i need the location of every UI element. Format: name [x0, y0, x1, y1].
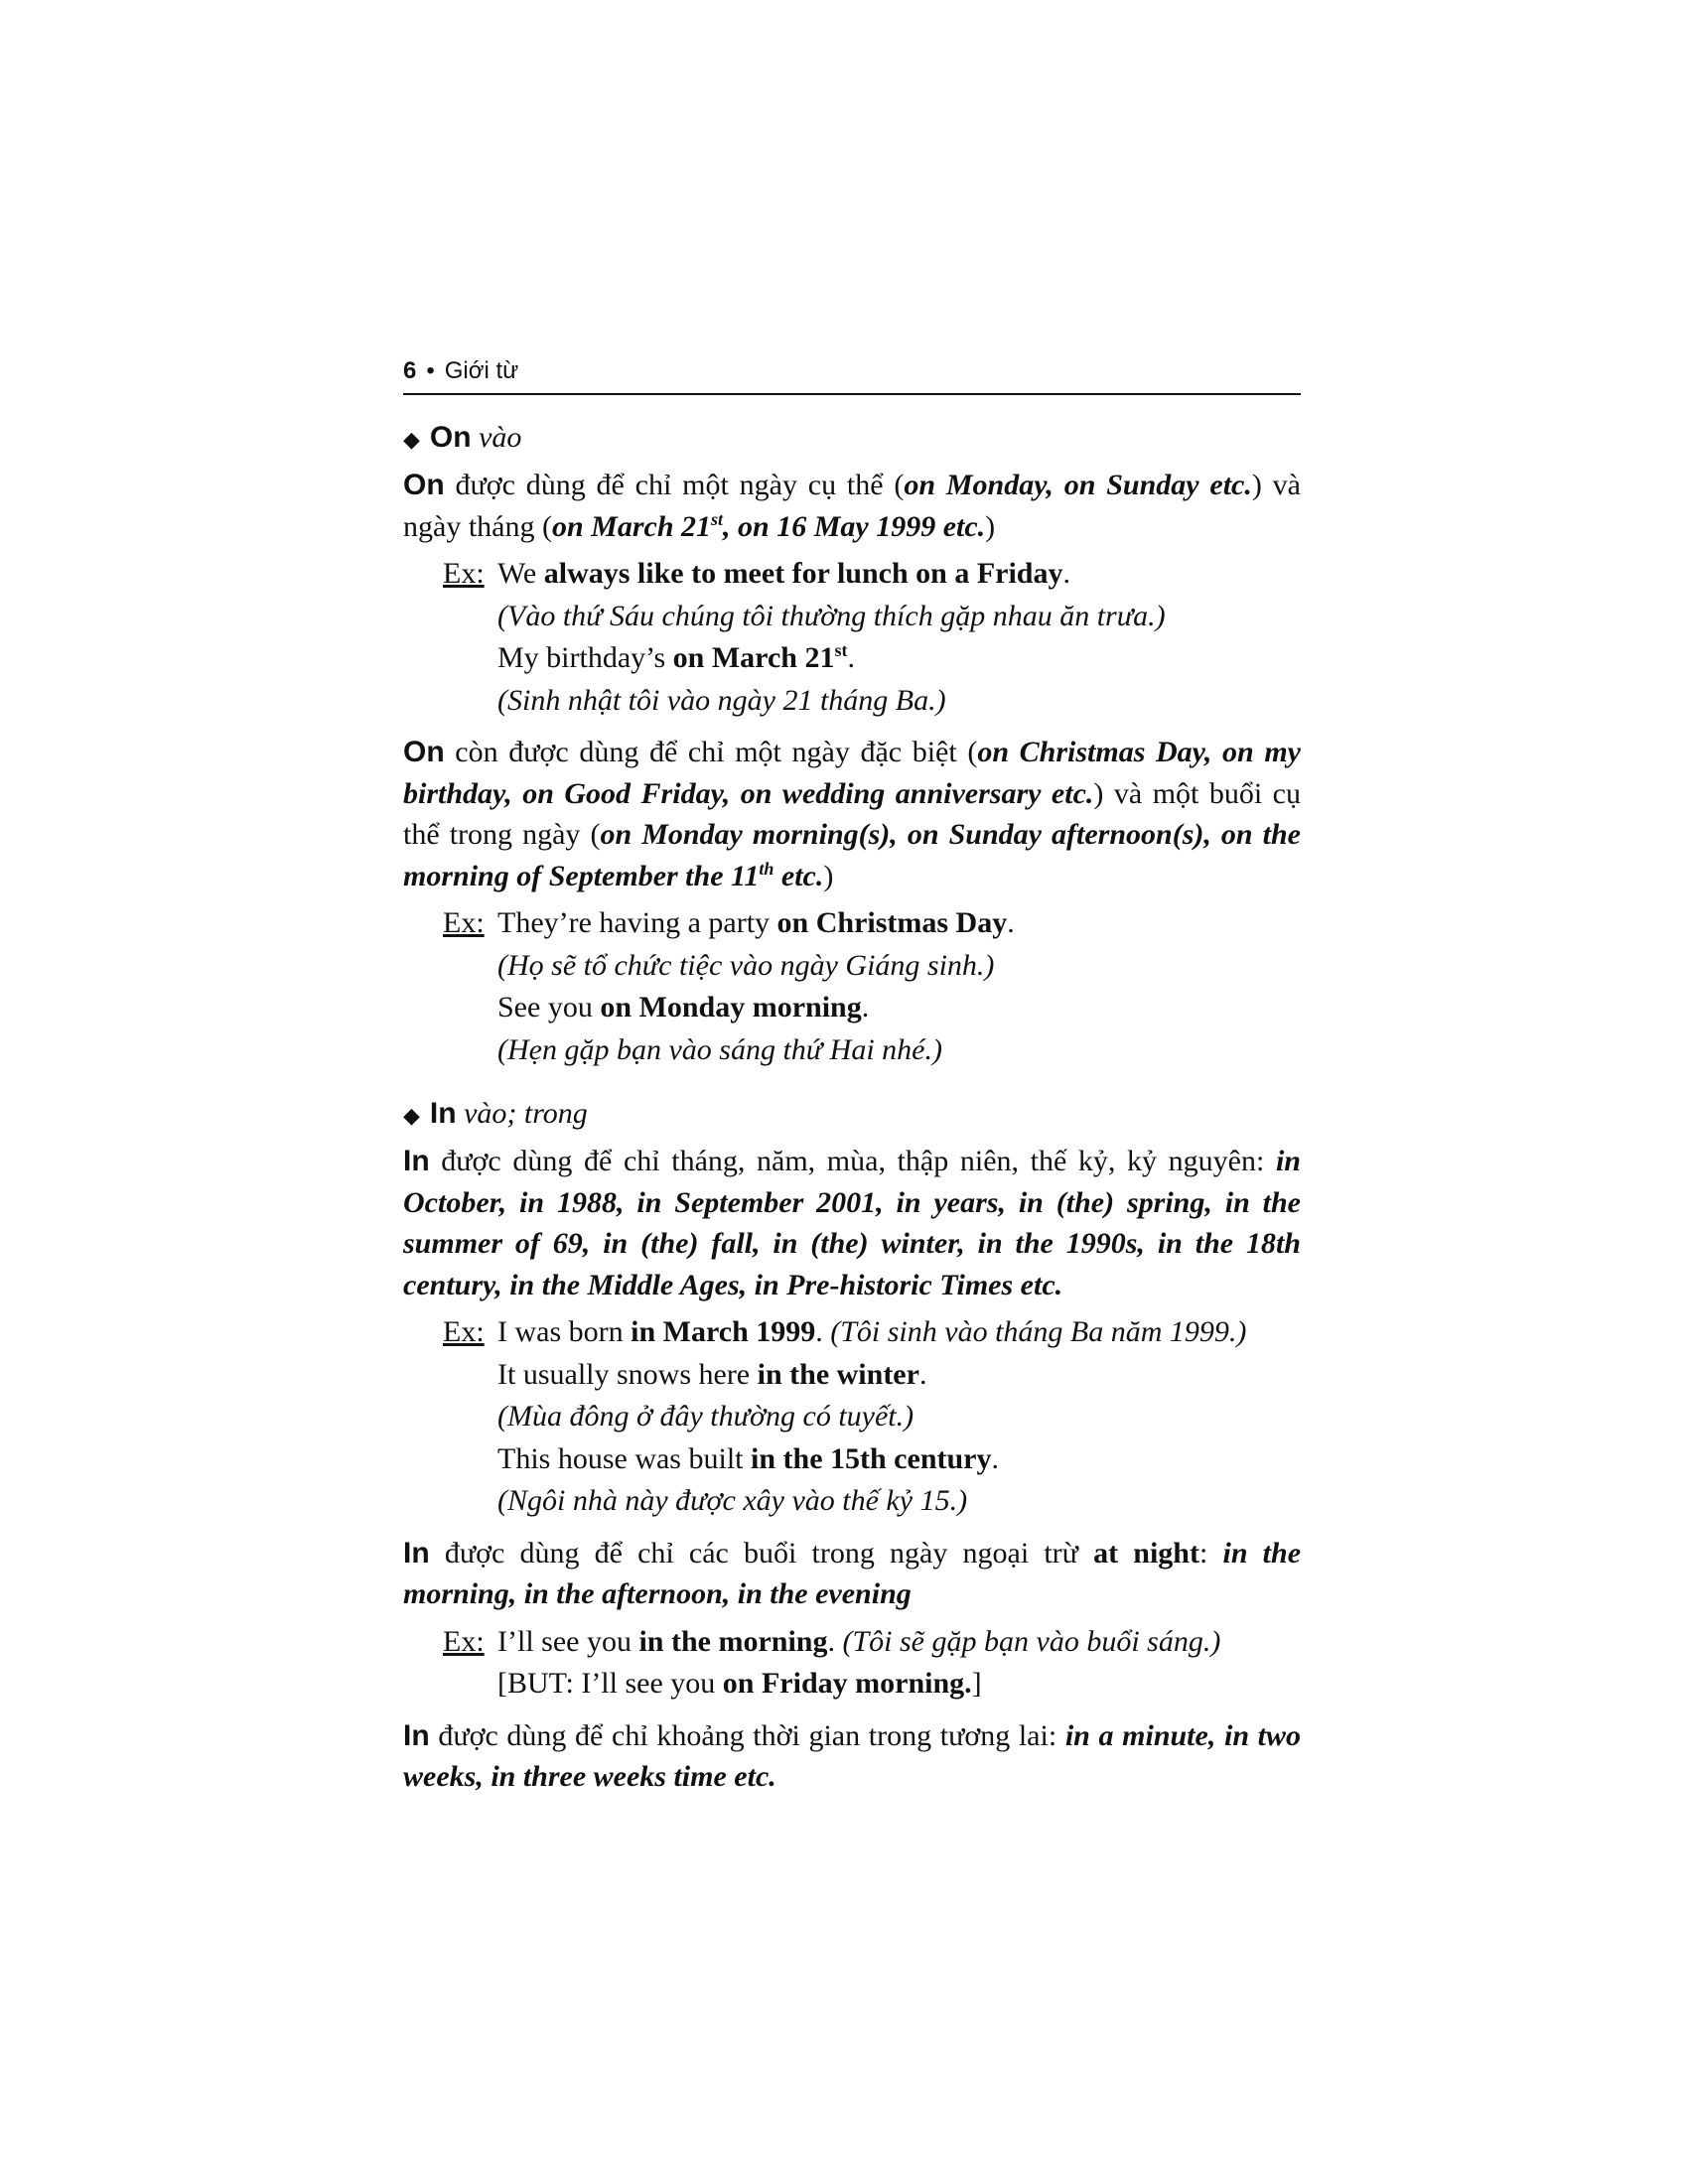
translation: (Họ sẽ tổ chức tiệc vào ngày Giáng sinh.) — [497, 948, 995, 982]
section-heading-in — [403, 1097, 1301, 1131]
example-label: Ex: — [443, 557, 485, 590]
header-bullet: • — [426, 357, 435, 384]
example-block-in-2: Ex: I’ll see you in the morning. (Tôi sẽ gặp bạn vào buổi sáng.) [BUT: I’ll see you on Friday morning.] — [443, 1621, 1301, 1706]
diamond-bullet-icon: ◆ — [403, 1103, 420, 1128]
translation: (Ngôi nhà này được xây vào thế kỷ 15.) — [497, 1484, 968, 1517]
example-label: Ex: — [443, 906, 485, 939]
page-header — [403, 357, 1301, 395]
paragraph-in-2: In được dùng để chỉ các buổi trong ngày ngoại trừ at night: in the morning, in the afternoon, in the evening — [403, 1536, 1302, 1610]
section-meaning: vào; trong — [464, 1097, 588, 1130]
paragraph-on-2: On còn được dùng để chỉ một ngày đặc biệt (on Christmas Day, on my birthday, on Good Friday, on wedding anniversary etc.) và một buổi cụ thể trong ngày (on Monday morning(s), on Sunday afternoon(s), on the morning of September the 11th etc.) — [403, 736, 1301, 892]
section-keyword: On — [429, 421, 472, 454]
example-block-in-1: Ex: I was born in March 1999. (Tôi sinh vào tháng Ba năm 1999.) It usually snows here in the winter. (Mùa đông ở đây thường có tuyết.) This house was built in the 15th century. (Ngôi nhà này được xây vào thế kỷ 15.) — [443, 1311, 1301, 1523]
example-label: Ex: — [443, 1315, 485, 1348]
page — [403, 357, 1301, 1798]
paragraph-in-1: In được dùng để chỉ tháng, năm, mùa, thập niên, thế kỷ, kỷ nguyên: in October, in 1988, in September 2001, in years, in (the) spring, in the summer of 69, in (the) fall, in (the) winter, in the 1990s, in the 18th century, in the Middle Ages, in Pre-historic Times etc. — [403, 1145, 1301, 1301]
paragraph-on-1: On được dùng để chỉ một ngày cụ thể (on Monday, on Sunday etc.) và ngày tháng (on March 21st, on 16 May 1999 etc.) — [403, 469, 1301, 543]
translation: (Tôi sinh vào tháng Ba năm 1999.) — [830, 1315, 1247, 1348]
translation: (Vào thứ Sáu chúng tôi thường thích gặp nhau ăn trưa.) — [497, 599, 1166, 632]
section-heading-on — [403, 421, 1301, 455]
page-number: 6 — [403, 357, 417, 384]
example-block-on-1: Ex: We always like to meet for lunch on a Friday. (Vào thứ Sáu chúng tôi thường thích gặp nhau ăn trưa.) My birthday’s on March 21st. (Sinh nhật tôi vào ngày 21 tháng Ba.) — [443, 553, 1301, 722]
section-keyword: In — [429, 1097, 457, 1130]
paragraph-in-3: In được dùng để chỉ khoảng thời gian trong tương lai: in a minute, in two weeks, in three weeks time etc. — [403, 1718, 1301, 1793]
section-meaning: vào — [479, 421, 522, 454]
translation: (Hẹn gặp bạn vào sáng thứ Hai nhé.) — [497, 1032, 942, 1066]
translation: (Tôi sẽ gặp bạn vào buổi sáng.) — [842, 1624, 1221, 1658]
chapter-title: Giới từ — [444, 357, 519, 384]
example-label: Ex: — [443, 1624, 485, 1658]
translation: (Mùa đông ở đây thường có tuyết.) — [497, 1400, 914, 1433]
example-block-on-2: Ex: They’re having a party on Christmas Day. (Họ sẽ tổ chức tiệc vào ngày Giáng sinh.) See you on Monday morning. (Hẹn gặp bạn vào sáng thứ Hai nhé.) — [443, 902, 1301, 1071]
diamond-bullet-icon: ◆ — [403, 427, 420, 452]
translation: (Sinh nhật tôi vào ngày 21 tháng Ba.) — [497, 683, 946, 717]
